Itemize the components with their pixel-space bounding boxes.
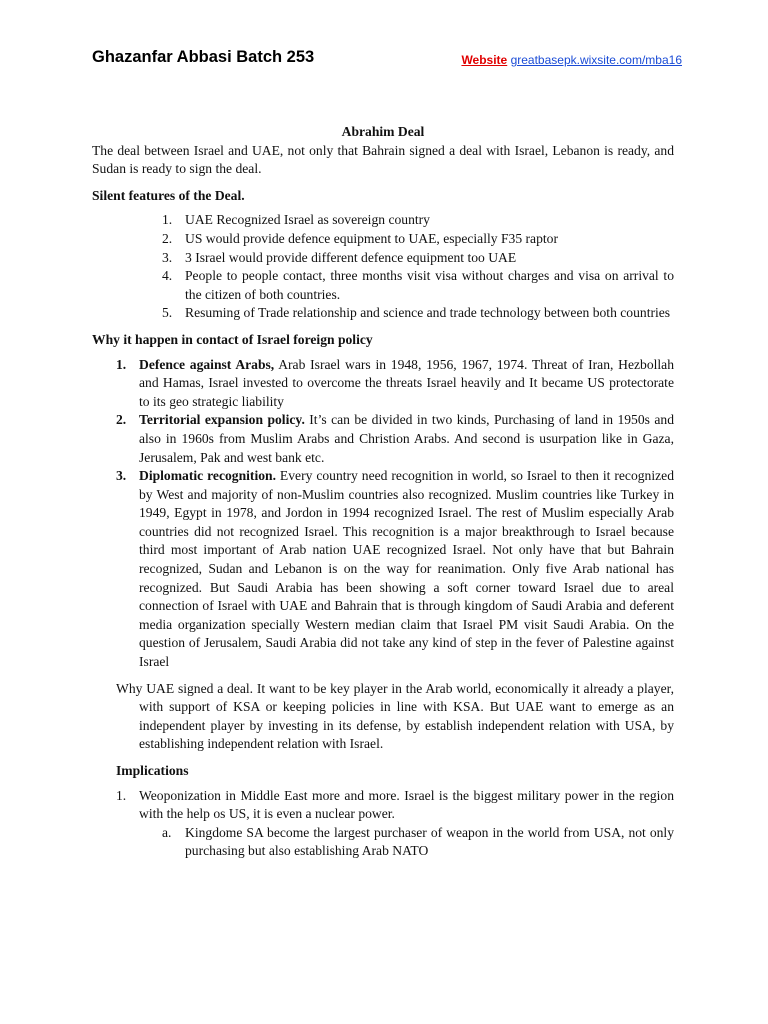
item-lead: Defence against Arabs, <box>139 356 275 372</box>
list-item: 3. 3 Israel would provide different defence equipment too UAE <box>162 249 517 265</box>
list-item: 2. US would provide defence equipment to UAE, especially F35 raptor <box>162 230 558 246</box>
document-title: Abrahim Deal <box>341 124 425 139</box>
list-item: 4. People to people contact, three months visit visa without charges and visa on arrival to the citizen of both countries. <box>162 268 674 302</box>
item-lead: Territorial expansion policy. <box>139 412 305 428</box>
list-item: 3. Diplomatic recognition. Every country need recognition in world, so Israel to then it recognized by West and majority of non-Muslim countries also recognized. Muslim countries like Turkey in 1949, Egypt in 1978, and Jordon in 1994 recognized Israel. The rest of Muslim especially Arab countries did not recognized Israel. This recognition is a major breakthrough to Israel because third most important of Arab nation UAE recognized Israel. Not only have that but Bahrain recognized, Sudan and Lebanon is on the way for reanimation. Only five Arab national has recognized. But Saudi Arabia has been showing a soft corner toward Israel due to areal connection of Israel with UAE and Bahrain that is through kingdom of Saudi Arabia and deferent media organization specially Western median claim that Israel PM visit Saudi Arabia. On the question of Jerusalem, Saudi Arabia did not take any kind of step in the fever of Palestine against Israel <box>116 468 674 670</box>
why-heading: Why it happen in contact of Israel foreign policy <box>92 331 373 347</box>
website-link[interactable]: greatbasepk.wixsite.com/mba16 <box>510 53 682 67</box>
list-item: 2. Territorial expansion policy. It’s can be divided in two kinds, Purchasing of land in 1950s and also in 1960s from Muslim Arabs and Christion Arabs. And second is usurpation like in Gaza, Jerusalem, Pak and west bank etc. <box>116 412 674 465</box>
website-label: Website <box>461 53 508 67</box>
uae-paragraph: Why UAE signed a deal. It want to be key player in the Arab world, economically it already a player, with support of KSA or keeping policies in line with KSA. But UAE want to emerge as an independent player by investing in its defense, by establish independent relation with USA, by establishing independent relation with Israel. <box>116 680 674 752</box>
intro-paragraph: The deal between Israel and UAE, not only that Bahrain signed a deal with Israel, Lebanon is ready, and Sudan is ready to sign the deal. <box>92 142 674 177</box>
why-list <box>116 356 674 672</box>
features-list <box>162 211 674 323</box>
list-item: 5. Resuming of Trade relationship and science and trade technology between both countries <box>162 305 671 321</box>
implications-sublist <box>162 824 674 861</box>
item-lead: Diplomatic recognition. <box>139 468 276 484</box>
implications-heading: Implications <box>116 763 189 778</box>
website-reference <box>461 53 682 67</box>
features-heading: Silent features of the Deal. <box>92 187 245 203</box>
document-body <box>92 123 674 861</box>
page-header <box>92 48 682 72</box>
author-batch-heading: Ghazanfar Abbasi Batch 253 <box>92 48 315 66</box>
list-item: 1. Weoponization in Middle East more and more. Israel is the biggest military power in the region with the help os US, it is even a nuclear power. a. Kingdome SA become the largest purchaser of weapon in the world from USA, not only purchasing but also establishing Arab NATO <box>116 787 674 861</box>
list-item: a. Kingdome SA become the largest purchaser of weapon in the world from USA, not only purchasing but also establishing Arab NATO <box>162 824 674 859</box>
implications-list <box>116 787 674 861</box>
list-item: 1. UAE Recognized Israel as sovereign country <box>162 212 430 228</box>
list-item: 1. Defence against Arabs, Arab Israel wars in 1948, 1956, 1967, 1974. Threat of Iran, Hezbollah and Hamas, Israel invested to overcome the threats Israel heavily and It became US protectorate to its geo strategic liability <box>116 356 675 409</box>
